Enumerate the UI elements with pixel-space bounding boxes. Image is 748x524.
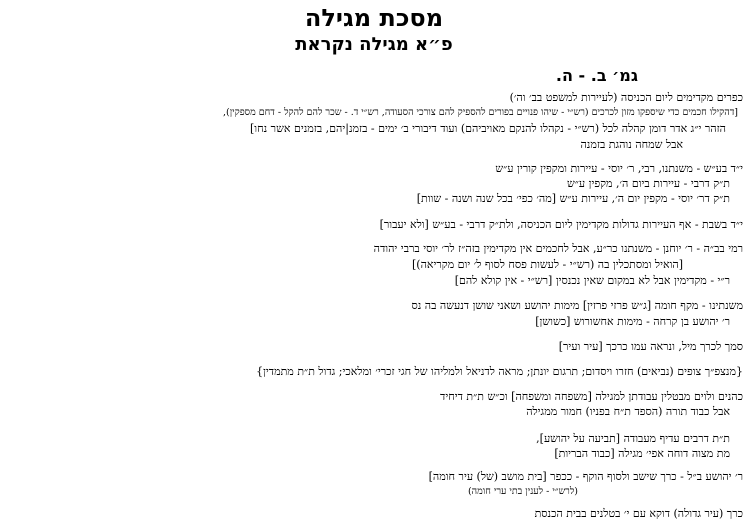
text-line: (לרש״י - לענין בתי ערי חומה) — [467, 486, 578, 497]
text-line: משנתינו - מקף חומה [ג״ש פרזי פרזין] מימות יהושע ושאני שושן דנעשה בה נס — [411, 299, 743, 312]
text-line: מת מצוה דוחה אפי׳ מגילה [כבוד הבריות] — [554, 447, 730, 460]
text-line: [דהקילו חכמים כדי שיספקו מזון לכרכים (רש״י - שיהו פנויים בפורים להספיק להם צורכי הסעודה, רש״י ד. - שכר להם להקל - דחם מספקין), — [222, 107, 738, 118]
text-line: אבל שמחה נוהגת בזמנה — [580, 138, 683, 151]
section-heading: גמ׳ ב. - ה. — [555, 66, 638, 85]
text-line: סמך לכרך מיל, ונראה עמו כרכך [עיר ועיר] — [558, 340, 743, 353]
text-line: [הואיל ומסתכלין בה (רש״י - לעשות פסח לסוף ל׳ יום מקריאה)] — [411, 258, 683, 271]
text-line: ת״ק דר׳ יוסי - מקפין יום ה׳, עיירות ע״ש [מה׳ כפי׳ בכל שנה ושנה - שוות] — [416, 192, 730, 205]
page-subtitle: פ״א מגילה נקראת — [295, 34, 453, 55]
text-line: {מנצפ״ך צופים (נביאים) חזרו ויסדום; תרגום יונתן; מראה לדניאל ולמליהו של חגי זכרי׳ ומלאכי; גדול ת״ת מתמדין} — [256, 365, 743, 378]
text-line: י״ד בע״ש - משנתנו, רבי, ר׳ יוסי - עיירות ומקפין קורין ע״ש — [495, 162, 743, 175]
text-line: אבל כבוד תורה (הספד ת״ח בפניו) חמור ממגילה — [526, 405, 730, 418]
text-line: ר״י - מקדימין אבל לא במקום שאין נכנסין [רש״י - אין קולא להם] — [454, 274, 730, 287]
text-line: הזהר י״ג אדר דומן קהלה לכל (רש״י - נקהלו להנקם מאויביהם) ועוד דיבורי ב׳ ימים - בזמנ|יהם, בזמנים אשר נחו] — [249, 122, 726, 135]
text-line: רמי בב״ה - ר׳ יוחנן - משנתנו כר״ע, אבל לחכמים אין מקדימין בזה״ז לר׳ יוסי ברבי יהודה — [373, 242, 743, 255]
text-line: ר׳ יהושע ב״ל - כרך שישב ולסוף הוקף - ככפר [בית מושב (של) עיר חומה] — [428, 470, 743, 483]
text-line: ת״ת דרבים עדיף מעבודה [תביעה על יהושע], — [536, 432, 730, 445]
text-line: ת״ק דרבי - עיירות ביום ה׳, מקפין ע״ש — [566, 177, 730, 190]
text-line: כהנים ולוים מבטלין עבודתן למגילה [משפחה ומשפחה] וכ״ש ת״ת דיחיד — [440, 390, 743, 403]
page-title: מסכת מגילה — [304, 4, 444, 32]
text-line: ר׳ יהושע בן קרחה - מימות אחשורוש [כשושן] — [535, 315, 730, 328]
text-line: כרך (עיר גדולה) דוקא עם י׳ בטלנים בבית הכנסת — [534, 507, 743, 520]
text-line: כפרים מקדימים ליום הכניסה (לעיירות למשפט בב׳ וה׳) — [509, 91, 743, 104]
text-line: י״ד בשבת - אף העיירות גדולות מקדימין ליום הכניסה, ולת״ק דרבי - בע״ש [ולא יעבור] — [379, 218, 743, 231]
